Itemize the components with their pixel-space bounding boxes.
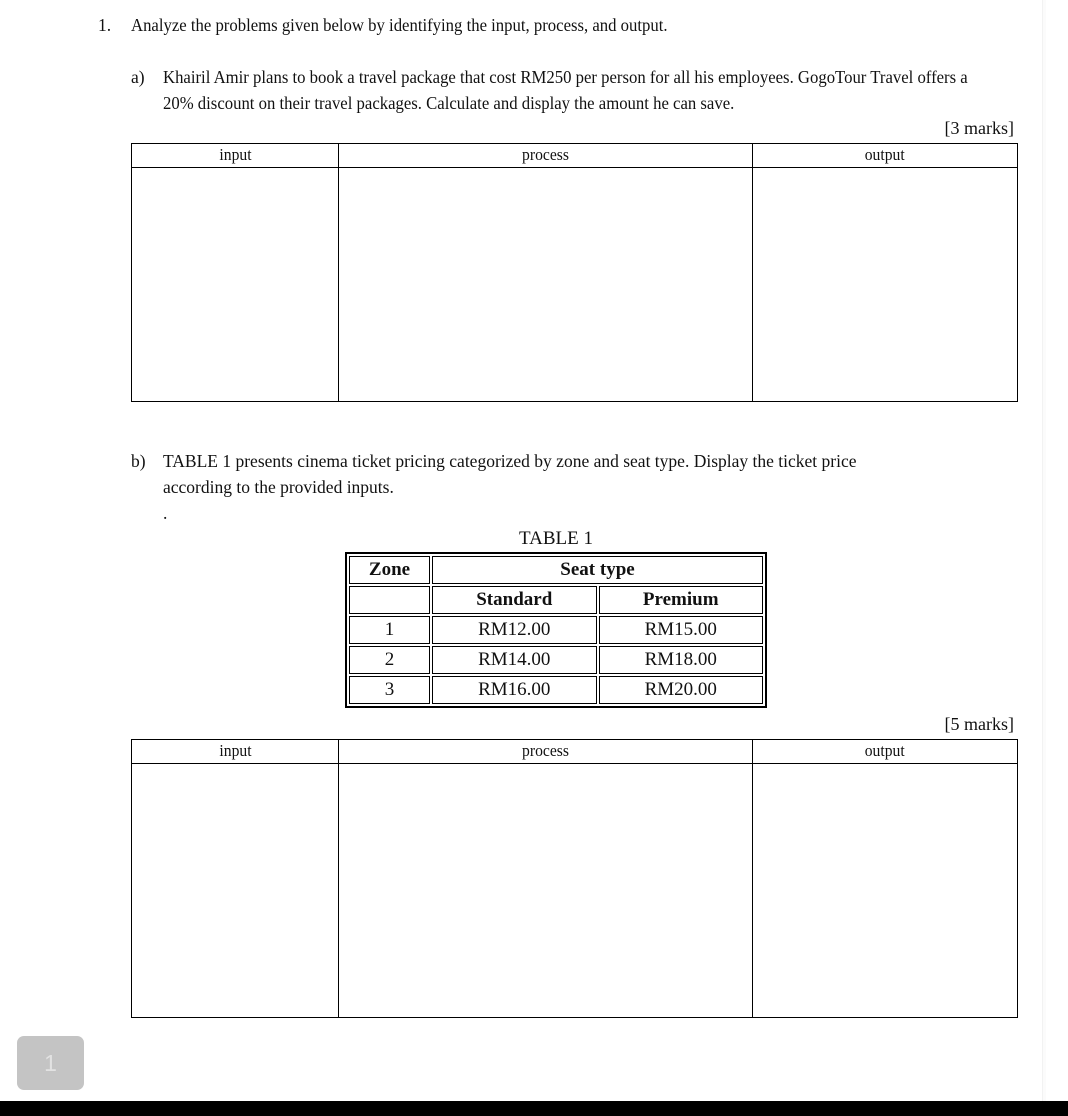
table-1-premium-price: RM20.00 <box>599 676 764 704</box>
ipo-header-process-label: process <box>522 741 569 760</box>
table-1-premium-price: RM18.00 <box>599 646 764 674</box>
table-1-header-premium: Premium <box>599 586 764 614</box>
part-a-text: Khairil Amir plans to book a travel package that cost RM250 per person for all his employees. GogoTour Travel offers a 20% discount on their travel packages. Calculate and display the amount he can save. <box>163 67 968 113</box>
part-b-marks: [5 marks] <box>944 714 1014 734</box>
table-1-header-row-2 <box>349 586 763 614</box>
ipo-answer-process[interactable] <box>339 764 753 1018</box>
table-1-header-standard: Standard <box>432 586 597 614</box>
part-a-marker: a) <box>131 67 145 87</box>
table-1-standard-price: RM14.00 <box>432 646 597 674</box>
ipo-answer-process[interactable] <box>339 168 753 402</box>
ipo-header-output-label: output <box>865 145 905 164</box>
table-1-header-zone-spacer <box>349 586 430 614</box>
ipo-table-part-a <box>131 143 1018 402</box>
part-b-stray-dot: . <box>163 503 168 523</box>
table-1-zone-value: 1 <box>349 616 430 644</box>
table-1-standard-price: RM12.00 <box>432 616 597 644</box>
table-1-zone-value: 3 <box>349 676 430 704</box>
ipo-table-part-b <box>131 739 1018 1018</box>
page-edge-shadow <box>1042 0 1046 1101</box>
question-1 <box>98 12 1028 38</box>
ipo-header-input <box>132 740 339 764</box>
ipo-answer-output[interactable] <box>753 764 1018 1018</box>
table-1-zone-value: 2 <box>349 646 430 674</box>
viewer-bottom-bar <box>0 1101 1068 1116</box>
ipo-header-input-label: input <box>218 741 252 760</box>
ipo-header-process <box>339 144 753 168</box>
question-1-number: 1. <box>98 15 112 35</box>
ipo-header-input-label: input <box>218 145 252 164</box>
part-b-marker: b) <box>131 451 146 471</box>
ipo-header-row <box>132 144 1018 168</box>
page-number-badge[interactable]: 1 <box>17 1036 84 1090</box>
table-row <box>349 676 763 704</box>
part-b-text-line-2: according to the provided inputs. <box>163 477 394 497</box>
ipo-header-output <box>753 740 1018 764</box>
page-gutter <box>1047 0 1068 1101</box>
table-row <box>349 646 763 674</box>
ipo-answer-input[interactable] <box>132 764 339 1018</box>
table-1-premium-price: RM15.00 <box>599 616 764 644</box>
part-a-marks: [3 marks] <box>944 118 1014 138</box>
table-1-standard-price: RM16.00 <box>432 676 597 704</box>
table-1-header-zone: Zone <box>349 556 430 584</box>
ipo-header-process-label: process <box>522 145 569 164</box>
ipo-header-process <box>339 740 753 764</box>
table-1-header-seat-type: Seat type <box>432 556 763 584</box>
question-1-part-b <box>131 448 1021 500</box>
ipo-answer-output[interactable] <box>753 168 1018 402</box>
table-row <box>349 616 763 644</box>
ipo-header-output <box>753 144 1018 168</box>
part-b-text <box>163 448 1021 500</box>
ipo-header-output-label: output <box>865 741 905 760</box>
ipo-answer-row <box>132 168 1018 402</box>
ipo-header-input <box>132 144 339 168</box>
ipo-answer-row <box>132 764 1018 1018</box>
ipo-header-row <box>132 740 1018 764</box>
table-1-caption: TABLE 1 <box>519 528 593 549</box>
question-1-part-a <box>131 64 1021 116</box>
question-1-stem: Analyze the problems given below by identifying the input, process, and output. <box>131 15 668 35</box>
table-1-ticket-pricing <box>345 552 767 708</box>
ipo-answer-input[interactable] <box>132 168 339 402</box>
part-b-text-line-1: TABLE 1 presents cinema ticket pricing categorized by zone and seat type. Display the ticket price <box>163 451 857 471</box>
table-1-header-row-1 <box>349 556 763 584</box>
